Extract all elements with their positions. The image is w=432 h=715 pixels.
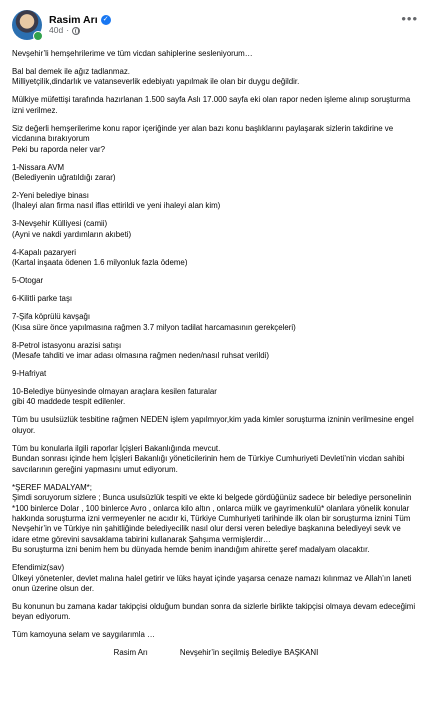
post-paragraph: 7-Şifa köprülü kavşağı (Kısa süre önce yapılmasına rağmen 3.7 milyon tadilat harcamasının gerekçeleri): [12, 312, 296, 332]
post-header: [12, 8, 420, 42]
verified-badge-icon: ✓: [101, 15, 111, 25]
post-paragraph: 8-Petrol istasyonu arazisi satışı (Mesafe tahditi ve imar adası olmasına rağmen neden/nasıl ruhsat verildi): [12, 340, 270, 361]
post-paragraph: 3-Nevşehir Külliyesi (camii) (Ayni ve nakdi yardımların akıbeti): [12, 219, 132, 239]
signature-name: Rasim Arı: [113, 648, 148, 658]
post-paragraph: *ŞEREF MADALYAM*; Şimdi soruyorum sizlere ; Bunca usulsüzlük tespiti ve ekte ki belgede gördüğünüz sadece bir belediye personelinin *100 binlerce Dolar , 100 binlerce Avro , onlarca kilo altın , onlarca mülk ve gayrimenkulü* olanlara yönelik konular hakkında soruşturma izni vermeyenler ne acıdır ki, Türkiye Cumhuriyeti tarihinde ilk olan bir soruşturma iznini Tüm Nevşehir’in ve Türkiye nin şahitliğinde belediyecilik nasıl olur dersi veren belediye başkanına belediyeyi sevk ve idare etme görevini savsaklama tabirini kullanarak Şahşıma vermişlerdir… Bu soruşturma izni benim hem bu dünyada hemde benim inandığım ahirette şeref madalyam olacaktır.: [12, 482, 412, 555]
post-meta: [49, 14, 111, 36]
post-paragraph: Tüm bu usulsüzlük tesbitine rağmen NEDEN işlem yapılmıyor,kim yada kimler soruşturma izninin verilmesine engel oluyor.: [12, 415, 414, 435]
signature-title: Nevşehir’in seçilmiş Belediye BAŞKANI: [179, 648, 319, 658]
post-paragraph: 2-Yeni belediye binası (İhaleyi alan firma nasıl iflas ettirildi ve yeni ihaleyi alan kim): [12, 191, 221, 211]
globe-icon: [72, 27, 80, 35]
post-paragraph: Efendimiz(sav) Ülkeyi yönetenler, devlet malına halel getirir ve lüks hayat içinde yaşarsa cenaze namazı kılınmaz ve Allah’ın laneti onun üzerine olsun der.: [12, 563, 412, 593]
online-status-dot: [33, 31, 43, 41]
post-paragraph: Tüm kamoyuna selam ve saygılarımla …: [12, 630, 155, 640]
post-paragraph: Mülkiye müfettişi tarafında hazırlanan 1.500 sayfa Aslı 17.000 sayfa eki olan rapor neden işleme alınıp soruşturma izni verilmez.: [12, 95, 411, 115]
post-paragraph: Tüm bu konularla ilgili raporlar İçişleri Bakanlığında mevcut. Bundan sonrası içinde hem İçişleri Bakanlığı yöneticilerinin hem de Türkiye Cumhuriyeti Devleti’nin vicdan sahibi savcılarının gereğini yapmasını umut ediyorum.: [12, 443, 405, 474]
post-paragraph: Bal bal demek ile ağız tadlanmaz. Milliyetçilik,dindarlık ve vatanseverlik edebiyatı yapılmak ile olan bir duygu değildir.: [12, 67, 300, 87]
avatar[interactable]: [12, 10, 42, 40]
more-options-icon[interactable]: •••: [401, 11, 418, 26]
post-paragraph: 5-Otogar: [12, 276, 44, 286]
post-paragraph: 10-Belediye bünyesinde olmayan araçlara kesilen faturalar gibi 40 maddede tespit edilenler.: [12, 387, 217, 407]
post-paragraph: Siz değerli hemşerilerime konu rapor içeriğinde yer alan bazı konu başlıklarını paylaşarak sizlerin takdirine ve vicdanına bırakıyorum Peki bu raporda neler var?: [12, 123, 394, 154]
post-text: [12, 49, 420, 659]
author-name[interactable]: Rasim Arı: [49, 14, 98, 27]
post-time[interactable]: 40d: [49, 25, 64, 36]
post-paragraph: 9-Hafriyat: [12, 369, 47, 379]
post-paragraph: Nevşehir’li hemşehrilerime ve tüm vicdan sahiplerine sesleniyorum…: [12, 49, 253, 58]
post-paragraph: 4-Kapalı pazaryeri (Kartal inşaata ödenen 1.6 milyonluk fazla ödeme): [12, 247, 188, 268]
post-timestamp-row: 40d ·: [49, 26, 111, 36]
post-paragraph: 6-Kilitli parke taşı: [12, 294, 73, 304]
post-paragraph: Bu konunun bu zamana kadar takipçisi olduğum bundan sonra da sizlerle birlikte takipçisi olmaya devam edeceğimi beyan ediyorum.: [12, 601, 416, 622]
signature: [12, 648, 420, 658]
post-paragraph: 1-Nissara AVM (Belediyenin uğratıldığı zarar): [12, 162, 116, 183]
